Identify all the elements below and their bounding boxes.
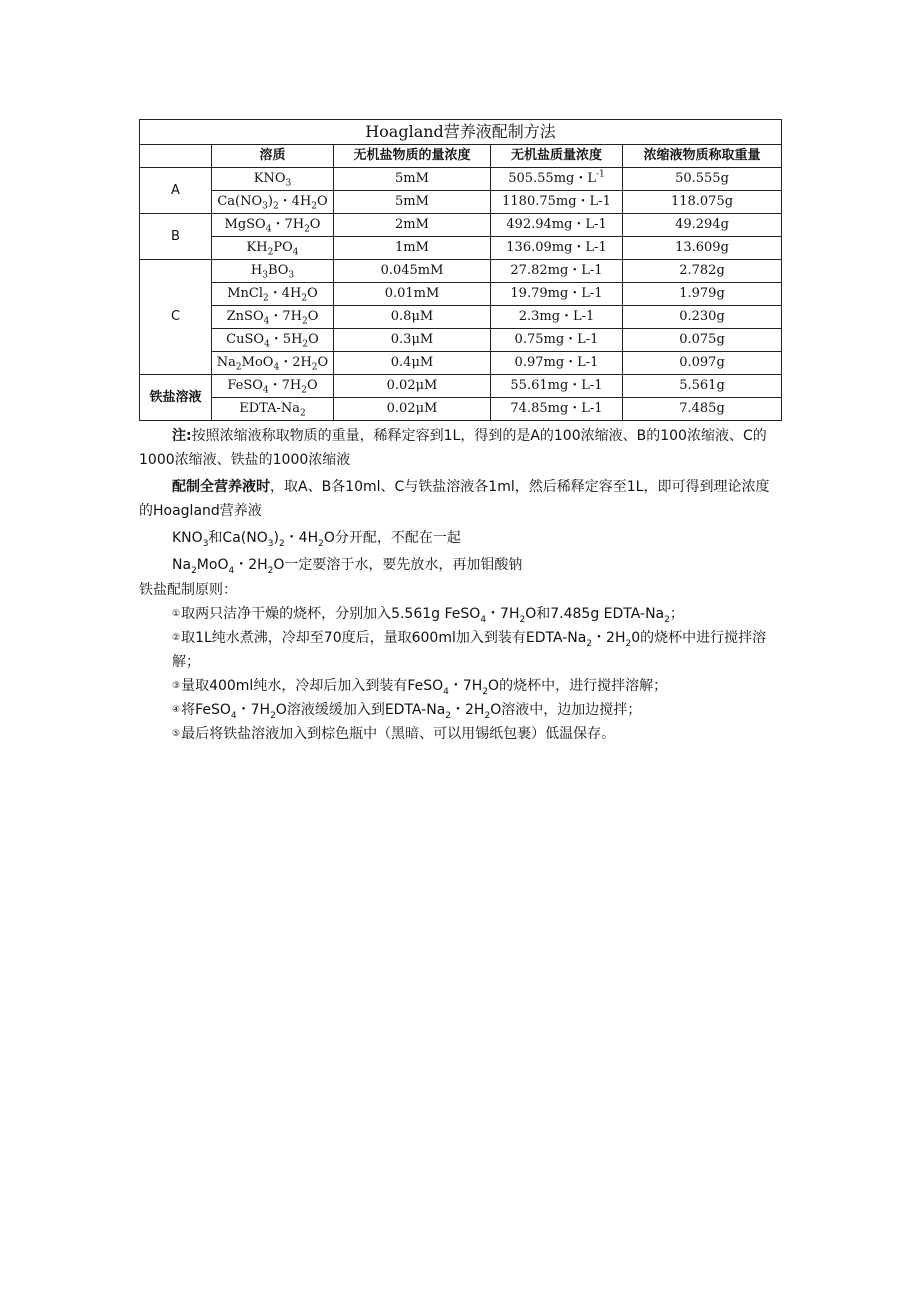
- step-number: ①: [172, 609, 181, 619]
- header-molar-concentration: 无机盐物质的量浓度: [334, 145, 491, 168]
- weigh-amount-cell: 13.609g: [623, 237, 782, 260]
- step-text: 取两只洁净干燥的烧杯，分别加入5.561g FeSO$_4$・$7H_2O$和7.485g EDTA-$Na_2$；: [181, 606, 684, 625]
- header-weigh-amount: 浓缩液物质称取重量: [623, 145, 782, 168]
- step-number: ⑤: [172, 729, 181, 739]
- molar-concentration-cell: 2mM: [334, 214, 491, 237]
- solute-cell: $KNO_3$: [212, 168, 334, 191]
- solute-cell: CuSO$_4$・$5H_2O$: [212, 329, 334, 352]
- mass-concentration-cell: 505.55mg・$L^{-1}$: [491, 168, 623, 191]
- header-solute: 溶质: [212, 145, 334, 168]
- prep-label: 配制全营养液时: [172, 479, 270, 495]
- step-number: ②: [172, 633, 181, 643]
- note-paragraph: [139, 424, 783, 472]
- weigh-amount-cell: 50.555g: [623, 168, 782, 191]
- group-label: C: [140, 260, 212, 375]
- molar-concentration-cell: 1mM: [334, 237, 491, 260]
- step-text: 量取400ml纯水，冷却后加入到装有FeSO$_4$・$7H_2O$的烧杯中，进行搅拌溶解；: [181, 678, 668, 697]
- solute-cell: MgSO$_4$・$7H_2O$: [212, 214, 334, 237]
- weigh-amount-cell: 0.097g: [623, 352, 782, 375]
- weigh-amount-cell: 49.294g: [623, 214, 782, 237]
- fe-steps-list: [139, 602, 783, 746]
- weigh-amount-cell: 7.485g: [623, 398, 782, 421]
- molar-concentration-cell: 0.045mM: [334, 260, 491, 283]
- group-label: B: [140, 214, 212, 260]
- table-row: [140, 306, 782, 329]
- mass-concentration-cell: 74.85mg・L-1: [491, 398, 623, 421]
- step-text: 将FeSO$_4$・$7H_2O$溶液缓缓加入到EDTA-$Na_2$・$2H_2O$溶液中，边加边搅拌；: [181, 702, 642, 721]
- mass-concentration-cell: 2.3mg・L-1: [491, 306, 623, 329]
- weigh-amount-cell: 0.075g: [623, 329, 782, 352]
- mass-concentration-cell: 492.94mg・L-1: [491, 214, 623, 237]
- header-group: [140, 145, 212, 168]
- table-row: [140, 214, 782, 237]
- weigh-amount-cell: 118.075g: [623, 191, 782, 214]
- weigh-amount-cell: 0.230g: [623, 306, 782, 329]
- hoagland-table-section: [139, 119, 781, 421]
- solute-cell: ZnSO$_4$・$7H_2O$: [212, 306, 334, 329]
- step-number: ③: [172, 681, 181, 691]
- header-mass-concentration: 无机盐质量浓度: [491, 145, 623, 168]
- group-label: A: [140, 168, 212, 214]
- mass-concentration-cell: 1180.75mg・L-1: [491, 191, 623, 214]
- na2moo4-note: $Na_2MoO_4$・$2H_2O$一定要溶于水，要先放水，再加钼酸钠: [172, 557, 523, 576]
- table-title: Hoagland营养液配制方法: [140, 120, 782, 145]
- mass-concentration-cell: 55.61mg・L-1: [491, 375, 623, 398]
- fe-title: 铁盐配制原则：: [139, 582, 237, 598]
- molar-concentration-cell: 0.4μM: [334, 352, 491, 375]
- step-number: ④: [172, 705, 181, 715]
- table-title-row: [140, 120, 782, 145]
- mass-concentration-cell: 0.97mg・L-1: [491, 352, 623, 375]
- table-row: [140, 375, 782, 398]
- mass-concentration-cell: 19.79mg・L-1: [491, 283, 623, 306]
- molar-concentration-cell: 0.3μM: [334, 329, 491, 352]
- fe-step: [139, 602, 783, 626]
- table-row: [140, 352, 782, 375]
- table-row: [140, 191, 782, 214]
- solute-cell: $H_3BO_3$: [212, 260, 334, 283]
- fe-step: [139, 698, 783, 722]
- molar-concentration-cell: 0.02μM: [334, 375, 491, 398]
- solute-cell: FeSO$_4$・$7H_2O$: [212, 375, 334, 398]
- fe-step: [139, 674, 783, 698]
- solute-cell: MnCl$_2$・$4H_2O$: [212, 283, 334, 306]
- molar-concentration-cell: 0.01mM: [334, 283, 491, 306]
- table-row: [140, 168, 782, 191]
- hoagland-table: [139, 119, 782, 421]
- step-text: 最后将铁盐溶液加入到棕色瓶中（黑暗、可以用锡纸包裹）低温保存。: [181, 726, 616, 742]
- mass-concentration-cell: 0.75mg・L-1: [491, 329, 623, 352]
- molar-concentration-cell: 5mM: [334, 168, 491, 191]
- solute-cell: $KH_2PO_4$: [212, 237, 334, 260]
- solute-cell: $Na_2MoO_4$・$2H_2O$: [212, 352, 334, 375]
- weigh-amount-cell: 1.979g: [623, 283, 782, 306]
- table-row: [140, 398, 782, 421]
- weigh-amount-cell: 2.782g: [623, 260, 782, 283]
- molar-concentration-cell: 0.02μM: [334, 398, 491, 421]
- notes-section: [139, 424, 783, 746]
- mass-concentration-cell: 136.09mg・L-1: [491, 237, 623, 260]
- solute-cell: $Ca(NO_3)_2$・$4H_2O$: [212, 191, 334, 214]
- table-row: [140, 283, 782, 306]
- table-row: [140, 237, 782, 260]
- table-row: [140, 329, 782, 352]
- weigh-amount-cell: 5.561g: [623, 375, 782, 398]
- mass-concentration-cell: 27.82mg・L-1: [491, 260, 623, 283]
- table-row: [140, 260, 782, 283]
- prep-paragraph: [139, 475, 783, 523]
- kno3-note: $KNO_3$和$Ca(NO_3)_2$・$4H_2O$分开配，不配在一起: [172, 530, 461, 549]
- molar-concentration-cell: 0.8μM: [334, 306, 491, 329]
- note-text: 按照浓缩液称取物质的重量，稀释定容到1L，得到的是A的100浓缩液、B的100浓缩液、C的1000浓缩液、铁盐的1000浓缩液: [139, 428, 767, 468]
- prep-text: ，取A、B各10ml、C与铁盐溶液各1ml，然后稀释定容至1L，即可得到理论浓度的Hoagland营养液: [139, 479, 770, 519]
- note-label: 注:: [172, 428, 192, 444]
- step-text: 取1L纯水煮沸，冷却至70度后，量取600ml加入到装有EDTA-$Na_2$・$2H_20$的烧杯中进行搅拌溶解；: [172, 630, 767, 670]
- molar-concentration-cell: 5mM: [334, 191, 491, 214]
- fe-step: [139, 626, 783, 674]
- solute-cell: EDTA-$Na_2$: [212, 398, 334, 421]
- fe-step: [139, 722, 783, 746]
- group-label: 铁盐溶液: [140, 375, 212, 421]
- table-header-row: [140, 145, 782, 168]
